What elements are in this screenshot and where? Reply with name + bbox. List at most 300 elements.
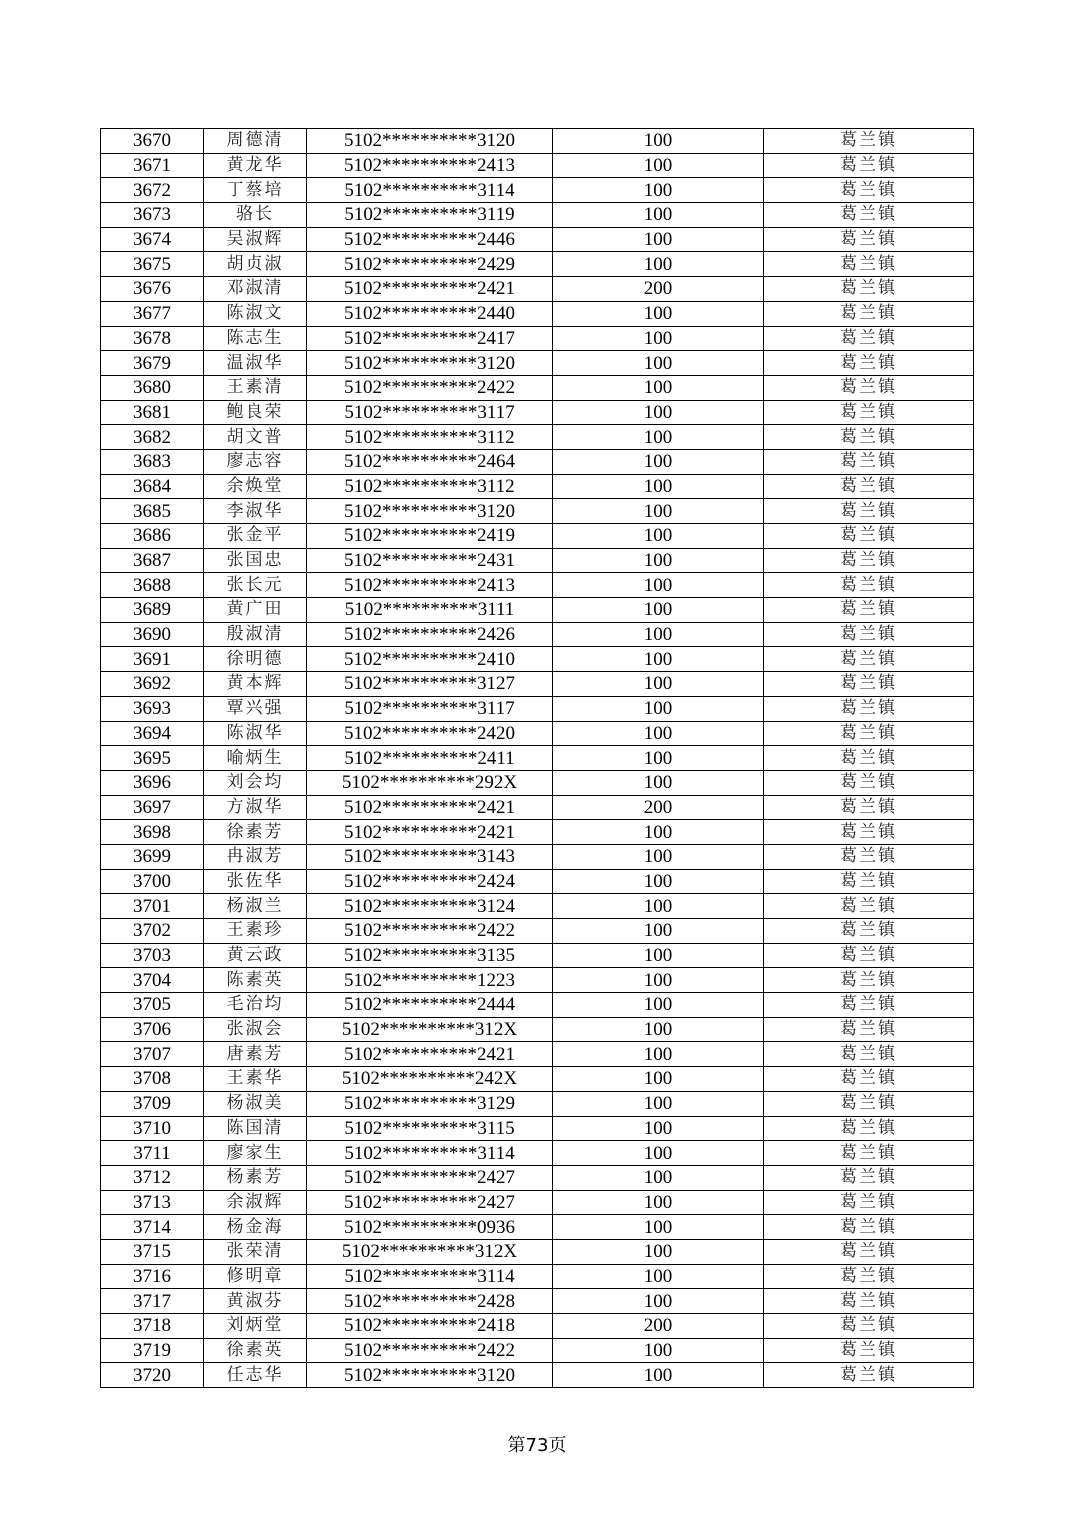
id-number-cell: 5102**********2440 [307,301,553,326]
row-index-cell: 3688 [101,573,204,598]
town-cell: 葛兰镇 [764,524,974,549]
row-index-cell: 3720 [101,1363,204,1388]
name-cell: 温淑华 [204,351,307,376]
town-cell: 葛兰镇 [764,153,974,178]
amount-cell: 100 [553,178,764,203]
table-row [101,844,974,869]
table-row [101,178,974,203]
id-number-cell: 5102**********2418 [307,1314,553,1339]
town-cell: 葛兰镇 [764,178,974,203]
table-row [101,573,974,598]
id-number-cell: 5102**********3114 [307,1264,553,1289]
town-cell: 葛兰镇 [764,548,974,573]
town-cell: 葛兰镇 [764,993,974,1018]
amount-cell: 100 [553,252,764,277]
table-row [101,1091,974,1116]
table-row [101,153,974,178]
id-number-cell: 5102**********3127 [307,672,553,697]
row-index-cell: 3718 [101,1314,204,1339]
row-index-cell: 3705 [101,993,204,1018]
amount-cell: 100 [553,968,764,993]
row-index-cell: 3672 [101,178,204,203]
town-cell: 葛兰镇 [764,1091,974,1116]
id-number-cell: 5102**********2421 [307,795,553,820]
amount-cell: 100 [553,573,764,598]
row-index-cell: 3689 [101,598,204,623]
amount-cell: 100 [553,400,764,425]
amount-cell: 100 [553,425,764,450]
row-index-cell: 3712 [101,1165,204,1190]
table-row [101,449,974,474]
table-row [101,277,974,302]
id-number-cell: 5102**********2417 [307,326,553,351]
amount-cell: 100 [553,1264,764,1289]
id-number-cell: 5102**********312X [307,1239,553,1264]
amount-cell: 100 [553,1116,764,1141]
town-cell: 葛兰镇 [764,203,974,228]
town-cell: 葛兰镇 [764,795,974,820]
town-cell: 葛兰镇 [764,1116,974,1141]
town-cell: 葛兰镇 [764,894,974,919]
town-cell: 葛兰镇 [764,647,974,672]
name-cell: 覃兴强 [204,696,307,721]
roster-table [100,128,974,1388]
table-row [101,1314,974,1339]
row-index-cell: 3714 [101,1215,204,1240]
name-cell: 陈淑华 [204,721,307,746]
table-row [101,1215,974,1240]
town-cell: 葛兰镇 [764,573,974,598]
name-cell: 陈志生 [204,326,307,351]
town-cell: 葛兰镇 [764,943,974,968]
name-cell: 方淑华 [204,795,307,820]
row-index-cell: 3707 [101,1042,204,1067]
town-cell: 葛兰镇 [764,301,974,326]
name-cell: 张金平 [204,524,307,549]
name-cell: 喻炳生 [204,746,307,771]
table-row [101,993,974,1018]
row-index-cell: 3691 [101,647,204,672]
row-index-cell: 3695 [101,746,204,771]
page-number: 第73页 [507,1435,567,1456]
amount-cell: 100 [553,301,764,326]
amount-cell: 100 [553,1141,764,1166]
amount-cell: 100 [553,672,764,697]
table-row [101,919,974,944]
id-number-cell: 5102**********3117 [307,696,553,721]
id-number-cell: 5102**********2444 [307,993,553,1018]
table-row [101,672,974,697]
table-row [101,351,974,376]
id-number-cell: 5102**********2464 [307,449,553,474]
amount-cell: 100 [553,1289,764,1314]
row-index-cell: 3717 [101,1289,204,1314]
amount-cell: 100 [553,203,764,228]
name-cell: 黄广田 [204,598,307,623]
row-index-cell: 3676 [101,277,204,302]
id-number-cell: 5102**********312X [307,1017,553,1042]
name-cell: 骆长 [204,203,307,228]
id-number-cell: 5102**********2421 [307,277,553,302]
town-cell: 葛兰镇 [764,598,974,623]
amount-cell: 100 [553,1042,764,1067]
table-row [101,203,974,228]
name-cell: 黄龙华 [204,153,307,178]
row-index-cell: 3678 [101,326,204,351]
town-cell: 葛兰镇 [764,746,974,771]
row-index-cell: 3719 [101,1338,204,1363]
row-index-cell: 3713 [101,1190,204,1215]
row-index-cell: 3697 [101,795,204,820]
id-number-cell: 5102**********3120 [307,499,553,524]
town-cell: 葛兰镇 [764,1289,974,1314]
id-number-cell: 5102**********3120 [307,351,553,376]
amount-cell: 100 [553,869,764,894]
town-cell: 葛兰镇 [764,1363,974,1388]
id-number-cell: 5102**********3119 [307,203,553,228]
id-number-cell: 5102**********2419 [307,524,553,549]
town-cell: 葛兰镇 [764,1190,974,1215]
table-row [101,326,974,351]
row-index-cell: 3674 [101,227,204,252]
town-cell: 葛兰镇 [764,1067,974,1092]
name-cell: 杨素芳 [204,1165,307,1190]
table-row [101,129,974,154]
row-index-cell: 3694 [101,721,204,746]
name-cell: 胡文普 [204,425,307,450]
amount-cell: 100 [553,524,764,549]
name-cell: 周德清 [204,129,307,154]
amount-cell: 200 [553,795,764,820]
row-index-cell: 3708 [101,1067,204,1092]
table-row [101,1141,974,1166]
name-cell: 黄淑芬 [204,1289,307,1314]
amount-cell: 100 [553,1091,764,1116]
amount-cell: 100 [553,598,764,623]
town-cell: 葛兰镇 [764,326,974,351]
amount-cell: 100 [553,746,764,771]
town-cell: 葛兰镇 [764,869,974,894]
row-index-cell: 3703 [101,943,204,968]
town-cell: 葛兰镇 [764,968,974,993]
name-cell: 刘炳堂 [204,1314,307,1339]
amount-cell: 100 [553,153,764,178]
row-index-cell: 3710 [101,1116,204,1141]
amount-cell: 100 [553,647,764,672]
id-number-cell: 5102**********2422 [307,919,553,944]
town-cell: 葛兰镇 [764,1264,974,1289]
row-index-cell: 3701 [101,894,204,919]
amount-cell: 100 [553,351,764,376]
name-cell: 吴淑辉 [204,227,307,252]
row-index-cell: 3681 [101,400,204,425]
table-row [101,1165,974,1190]
row-index-cell: 3686 [101,524,204,549]
id-number-cell: 5102**********2426 [307,622,553,647]
amount-cell: 100 [553,1338,764,1363]
table-row [101,647,974,672]
row-index-cell: 3687 [101,548,204,573]
town-cell: 葛兰镇 [764,844,974,869]
town-cell: 葛兰镇 [764,425,974,450]
amount-cell: 100 [553,129,764,154]
id-number-cell: 5102**********2421 [307,1042,553,1067]
table-row [101,770,974,795]
id-number-cell: 5102**********3124 [307,894,553,919]
row-index-cell: 3693 [101,696,204,721]
table-row [101,968,974,993]
name-cell: 张长元 [204,573,307,598]
name-cell: 王素珍 [204,919,307,944]
id-number-cell: 5102**********2420 [307,721,553,746]
town-cell: 葛兰镇 [764,252,974,277]
amount-cell: 100 [553,227,764,252]
amount-cell: 100 [553,326,764,351]
table-row [101,1289,974,1314]
town-cell: 葛兰镇 [764,499,974,524]
town-cell: 葛兰镇 [764,129,974,154]
amount-cell: 100 [553,919,764,944]
id-number-cell: 5102**********3115 [307,1116,553,1141]
row-index-cell: 3696 [101,770,204,795]
town-cell: 葛兰镇 [764,1141,974,1166]
table-row [101,227,974,252]
id-number-cell: 5102**********3111 [307,598,553,623]
name-cell: 杨金海 [204,1215,307,1240]
id-number-cell: 5102**********3117 [307,400,553,425]
id-number-cell: 5102**********2410 [307,647,553,672]
id-number-cell: 5102**********2411 [307,746,553,771]
row-index-cell: 3683 [101,449,204,474]
row-index-cell: 3690 [101,622,204,647]
town-cell: 葛兰镇 [764,1338,974,1363]
table-row [101,894,974,919]
amount-cell: 200 [553,277,764,302]
table-row [101,548,974,573]
id-number-cell: 5102**********3129 [307,1091,553,1116]
row-index-cell: 3684 [101,474,204,499]
table-row [101,1067,974,1092]
amount-cell: 100 [553,943,764,968]
amount-cell: 100 [553,993,764,1018]
row-index-cell: 3670 [101,129,204,154]
name-cell: 徐明德 [204,647,307,672]
amount-cell: 100 [553,1215,764,1240]
id-number-cell: 5102**********3112 [307,425,553,450]
town-cell: 葛兰镇 [764,1165,974,1190]
table-row [101,1264,974,1289]
table-row [101,1363,974,1388]
table-row [101,622,974,647]
id-number-cell: 5102**********2429 [307,252,553,277]
id-number-cell: 5102**********3120 [307,129,553,154]
row-index-cell: 3685 [101,499,204,524]
amount-cell: 100 [553,696,764,721]
town-cell: 葛兰镇 [764,1239,974,1264]
id-number-cell: 5102**********2431 [307,548,553,573]
row-index-cell: 3711 [101,1141,204,1166]
row-index-cell: 3716 [101,1264,204,1289]
name-cell: 胡贞淑 [204,252,307,277]
town-cell: 葛兰镇 [764,622,974,647]
name-cell: 刘会均 [204,770,307,795]
name-cell: 杨淑美 [204,1091,307,1116]
table-row [101,1017,974,1042]
name-cell: 廖家生 [204,1141,307,1166]
name-cell: 丁蔡培 [204,178,307,203]
town-cell: 葛兰镇 [764,696,974,721]
id-number-cell: 5102**********2427 [307,1165,553,1190]
id-number-cell: 5102**********2413 [307,573,553,598]
table-row [101,474,974,499]
id-number-cell: 5102**********2422 [307,1338,553,1363]
town-cell: 葛兰镇 [764,770,974,795]
name-cell: 王素华 [204,1067,307,1092]
id-number-cell: 5102**********3135 [307,943,553,968]
id-number-cell: 5102**********3143 [307,844,553,869]
name-cell: 黄云政 [204,943,307,968]
town-cell: 葛兰镇 [764,919,974,944]
name-cell: 余淑辉 [204,1190,307,1215]
amount-cell: 100 [553,844,764,869]
name-cell: 黄本辉 [204,672,307,697]
table-row [101,499,974,524]
name-cell: 冉淑芳 [204,844,307,869]
town-cell: 葛兰镇 [764,1017,974,1042]
table-row [101,795,974,820]
name-cell: 修明章 [204,1264,307,1289]
amount-cell: 100 [553,1017,764,1042]
town-cell: 葛兰镇 [764,449,974,474]
name-cell: 张国忠 [204,548,307,573]
town-cell: 葛兰镇 [764,474,974,499]
town-cell: 葛兰镇 [764,1042,974,1067]
name-cell: 廖志容 [204,449,307,474]
amount-cell: 100 [553,548,764,573]
name-cell: 鲍良荣 [204,400,307,425]
name-cell: 张荣清 [204,1239,307,1264]
table-row [101,375,974,400]
row-index-cell: 3682 [101,425,204,450]
town-cell: 葛兰镇 [764,400,974,425]
row-index-cell: 3675 [101,252,204,277]
row-index-cell: 3706 [101,1017,204,1042]
name-cell: 王素清 [204,375,307,400]
table-row [101,301,974,326]
row-index-cell: 3715 [101,1239,204,1264]
table-row [101,869,974,894]
amount-cell: 100 [553,894,764,919]
table-row [101,252,974,277]
name-cell: 李淑华 [204,499,307,524]
row-index-cell: 3698 [101,820,204,845]
table-row [101,598,974,623]
name-cell: 张淑会 [204,1017,307,1042]
id-number-cell: 5102**********2413 [307,153,553,178]
amount-cell: 100 [553,474,764,499]
roster-body [101,129,974,1388]
amount-cell: 100 [553,1165,764,1190]
row-index-cell: 3699 [101,844,204,869]
amount-cell: 200 [553,1314,764,1339]
name-cell: 任志华 [204,1363,307,1388]
name-cell: 杨淑兰 [204,894,307,919]
row-index-cell: 3673 [101,203,204,228]
table-row [101,1239,974,1264]
amount-cell: 100 [553,622,764,647]
table-row [101,820,974,845]
table-row [101,1190,974,1215]
amount-cell: 100 [553,1190,764,1215]
name-cell: 陈淑文 [204,301,307,326]
table-row [101,696,974,721]
town-cell: 葛兰镇 [764,227,974,252]
town-cell: 葛兰镇 [764,820,974,845]
id-number-cell: 5102**********2427 [307,1190,553,1215]
row-index-cell: 3700 [101,869,204,894]
name-cell: 毛治均 [204,993,307,1018]
id-number-cell: 5102**********2421 [307,820,553,845]
id-number-cell: 5102**********3120 [307,1363,553,1388]
row-index-cell: 3677 [101,301,204,326]
id-number-cell: 5102**********242X [307,1067,553,1092]
id-number-cell: 5102**********3114 [307,1141,553,1166]
town-cell: 葛兰镇 [764,1215,974,1240]
id-number-cell: 5102**********0936 [307,1215,553,1240]
id-number-cell: 5102**********2428 [307,1289,553,1314]
id-number-cell: 5102**********3114 [307,178,553,203]
town-cell: 葛兰镇 [764,672,974,697]
row-index-cell: 3709 [101,1091,204,1116]
row-index-cell: 3671 [101,153,204,178]
table-row [101,943,974,968]
table-row [101,400,974,425]
amount-cell: 100 [553,1239,764,1264]
id-number-cell: 5102**********3112 [307,474,553,499]
row-index-cell: 3702 [101,919,204,944]
town-cell: 葛兰镇 [764,375,974,400]
row-index-cell: 3680 [101,375,204,400]
name-cell: 邓淑清 [204,277,307,302]
name-cell: 余焕堂 [204,474,307,499]
table-row [101,721,974,746]
town-cell: 葛兰镇 [764,351,974,376]
table-row [101,425,974,450]
id-number-cell: 5102**********2424 [307,869,553,894]
amount-cell: 100 [553,1067,764,1092]
amount-cell: 100 [553,499,764,524]
row-index-cell: 3704 [101,968,204,993]
amount-cell: 100 [553,820,764,845]
row-index-cell: 3679 [101,351,204,376]
table-row [101,1116,974,1141]
amount-cell: 100 [553,449,764,474]
id-number-cell: 5102**********2422 [307,375,553,400]
row-index-cell: 3692 [101,672,204,697]
name-cell: 唐素芳 [204,1042,307,1067]
name-cell: 陈国清 [204,1116,307,1141]
table-row [101,1338,974,1363]
name-cell: 徐素英 [204,1338,307,1363]
amount-cell: 100 [553,721,764,746]
table-row [101,524,974,549]
town-cell: 葛兰镇 [764,1314,974,1339]
id-number-cell: 5102**********1223 [307,968,553,993]
id-number-cell: 5102**********2446 [307,227,553,252]
amount-cell: 100 [553,375,764,400]
name-cell: 徐素芳 [204,820,307,845]
name-cell: 殷淑清 [204,622,307,647]
